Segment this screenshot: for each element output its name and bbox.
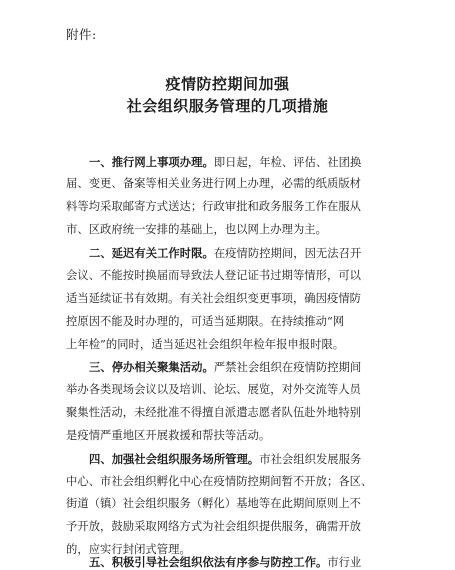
section-5-heading: 五、积极引导社会组织依法有序参与防控工作。	[89, 555, 328, 569]
section-2-text: 上年检”的同时，适当延迟社会组织年检年报申报时限。	[66, 338, 345, 351]
section-3-heading: 三、停办相关聚集活动。	[89, 360, 214, 374]
attachment-label: 附件:	[66, 27, 97, 42]
section-3-text: 聚集性活动，未经批准不得擅自派遣志愿者队伍赴外地特别	[66, 406, 362, 419]
section-4-first-line	[89, 452, 361, 467]
section-3-text: 是疫情严重地区开展救援和帮扶等活动。	[66, 429, 271, 442]
section-1-heading: 一、推行网上事项办理。	[89, 155, 214, 169]
section-4-text: 的，应实行封闭式管理。	[66, 543, 191, 556]
section-2-heading: 二、延迟有关工作时限。	[89, 246, 214, 260]
section-1-text: 即日起，年检、评估、社团换	[213, 156, 362, 169]
section-2-text: 在疫情防控期间，因无法召开	[213, 247, 362, 260]
section-4-text: 街道（镇）社会组织服务（孵化）基地等在此期间原则上不	[66, 497, 362, 510]
document-title-line-1: 疫情防控期间加强	[165, 75, 290, 93]
section-3-text: 举办各类现场会议以及培训、论坛、展览，对外交流等人员	[66, 383, 362, 396]
section-1-text: 市、区政府统一安排的基础上，也以网上办理为主。	[66, 223, 327, 236]
section-2-text: 适当延续证书有效期。有关社会组织变更事项，确因疫情防	[66, 292, 362, 305]
section-1-text: 届、变更、备案等相关业务进行网上办理，必需的纸质版材	[66, 177, 362, 190]
section-4-text: 予开放，鼓励采取网络方式为社会组织提供服务，确需开放	[66, 520, 362, 533]
section-1-text: 料等均采取邮寄方式送达；行政审批和政务服务工作在服从	[66, 200, 362, 213]
section-4-text: 市社会组织发展服务	[259, 453, 362, 466]
section-2-text: 会议、不能按时换届而导致法人登记证书过期等情形，可以	[66, 269, 362, 282]
section-4-heading: 四、加强社会组织服务场所管理。	[89, 452, 260, 466]
section-1-first-line	[89, 155, 361, 170]
section-3-first-line	[89, 360, 361, 375]
section-4-text: 中心、市社会组织孵化中心在疫情防控期间暂不开放；各区、	[66, 475, 373, 488]
section-2-first-line	[89, 246, 361, 261]
section-3-text: 严禁社会组织在疫情防控期间	[213, 361, 362, 374]
section-5-first-line	[89, 555, 361, 570]
section-2-text: 控原因不能及时办理的，可适当延期限。在持续推动“网	[66, 315, 345, 328]
section-5-text: 市行业	[327, 556, 362, 569]
document-title-line-2: 社会组织服务管理的几项措施	[126, 97, 329, 115]
